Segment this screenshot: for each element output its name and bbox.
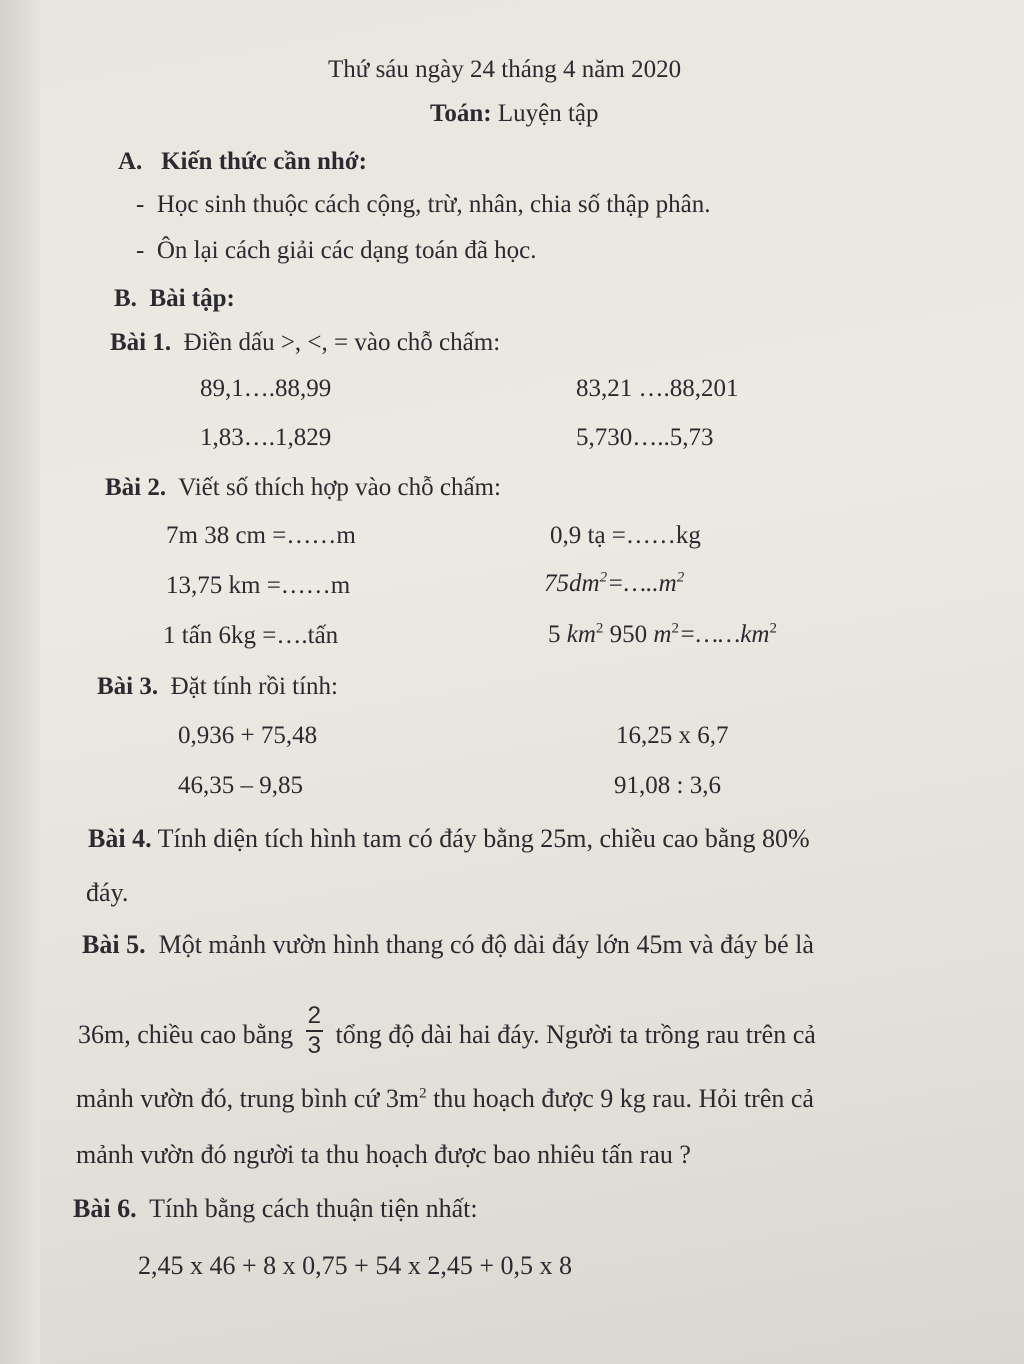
exercise-5-text: tổng độ dài hai đáy. Người ta trồng rau trên cả <box>335 1019 816 1049</box>
subject-title: Luyện tập <box>497 100 599 127</box>
exponent: 2 <box>676 569 685 586</box>
exercise-3-item: 91,08 : 3,6 <box>614 772 721 799</box>
section-b-label: B. <box>114 285 137 312</box>
exercise-3-label: Bài 3. <box>97 673 159 700</box>
exercise-5-line <box>82 930 814 960</box>
math-text: 5 <box>548 621 567 648</box>
exercise-5-line: mảnh vườn đó người ta thu hoạch được bao nhiêu tấn rau ? <box>76 1140 691 1169</box>
exercise-2-item <box>544 569 684 599</box>
exercise-5-text: mảnh vườn đó, trung bình cứ 3m <box>76 1084 420 1113</box>
fraction-denominator: 3 <box>307 1032 322 1059</box>
exercise-6-heading <box>73 1194 478 1224</box>
paper-shadow-edge <box>0 0 40 1364</box>
exercise-5-line <box>78 1002 816 1066</box>
exercise-1-item: 83,21 ….88,201 <box>576 375 739 402</box>
section-a-heading <box>118 147 367 177</box>
math-text: 75dm <box>544 570 600 597</box>
fraction <box>306 1002 323 1060</box>
bullet-text: Học sinh thuộc cách cộng, trừ, nhân, chia số thập phân. <box>156 191 711 218</box>
math-text: km <box>566 621 596 648</box>
exercise-4-text: Tính diện tích hình tam có đáy bằng 25m, chiều cao bằng 80% <box>157 824 810 853</box>
exercise-5-text: thu hoạch được 9 kg rau. Hỏi trên cả <box>426 1084 814 1113</box>
exercise-2-item: 0,9 tạ =……kg <box>550 522 701 549</box>
exercise-1-item: 1,83….1,829 <box>200 424 332 451</box>
exercise-5-line <box>76 1084 814 1114</box>
exercise-3-prompt: Đặt tính rồi tính: <box>170 673 338 700</box>
exercise-2-item: 7m 38 cm =……m <box>166 522 356 549</box>
exercise-1-item: 5,730…..5,73 <box>576 424 714 451</box>
exercise-3-heading <box>97 672 338 702</box>
exercise-2-heading <box>105 473 501 503</box>
exercise-4-label: Bài 4. <box>88 824 152 853</box>
exercise-6-expression: 2,45 x 46 + 8 x 0,75 + 54 x 2,45 + 0,5 x 8 <box>138 1251 572 1280</box>
exercise-5-text: Một mảnh vườn hình thang có độ dài đáy lớn 45m và đáy bé là <box>158 930 814 959</box>
page-date: Thứ sáu ngày 24 tháng 4 năm 2020 <box>328 56 682 83</box>
exponent: 2 <box>419 1085 427 1102</box>
exercise-1-item: 89,1….88,99 <box>200 375 332 402</box>
section-a-bullet: - Ôn lại cách giải các dạng toán đã học. <box>136 237 537 264</box>
math-text: =…… <box>678 621 741 648</box>
exercise-4-line: đáy. <box>86 878 129 907</box>
exercise-2-label: Bài 2. <box>105 474 167 501</box>
exercise-2-item: 13,75 km =……m <box>166 572 351 599</box>
exercise-1-heading <box>110 328 500 358</box>
math-text: 950 <box>603 621 654 648</box>
exercise-5-label: Bài 5. <box>82 930 146 959</box>
section-a-title: Kiến thức cần nhớ: <box>161 148 368 175</box>
exercise-2-prompt: Viết số thích hợp vào chỗ chấm: <box>178 474 501 501</box>
math-text: =…..m <box>607 570 677 597</box>
page-title <box>430 99 599 129</box>
section-a-label: A. <box>118 148 143 175</box>
exercise-1-label: Bài 1. <box>110 329 172 356</box>
subject-label: Toán: <box>430 100 492 127</box>
math-text: km <box>740 621 770 648</box>
exercise-3-item: 46,35 – 9,85 <box>178 772 303 799</box>
exponent: 2 <box>769 620 777 637</box>
bullet-text: Ôn lại cách giải các dạng toán đã học. <box>156 237 537 264</box>
exercise-1-prompt: Điền dấu >, <, = vào chỗ chấm: <box>183 329 501 356</box>
section-a-bullet: - Học sinh thuộc cách cộng, trừ, nhân, chia số thập phân. <box>136 191 711 218</box>
exercise-6-prompt: Tính bằng cách thuận tiện nhất: <box>149 1194 478 1223</box>
fraction-numerator: 2 <box>306 1002 323 1032</box>
section-b-title: Bài tập: <box>149 285 235 312</box>
exercise-3-item: 0,936 + 75,48 <box>178 722 318 749</box>
exercise-3-item: 16,25 x 6,7 <box>616 722 729 749</box>
exercise-5-text: 36m, chiều cao bằng <box>78 1019 294 1049</box>
exponent: 2 <box>595 620 604 637</box>
exercise-2-item: 1 tấn 6kg =….tấn <box>163 622 339 649</box>
exercise-4-line <box>88 824 810 854</box>
section-b-heading <box>114 284 235 314</box>
exercise-2-item <box>548 620 777 650</box>
exercise-6-label: Bài 6. <box>73 1194 137 1223</box>
exponent: 2 <box>599 569 608 586</box>
exponent: 2 <box>671 620 679 637</box>
math-text: m <box>653 621 672 648</box>
